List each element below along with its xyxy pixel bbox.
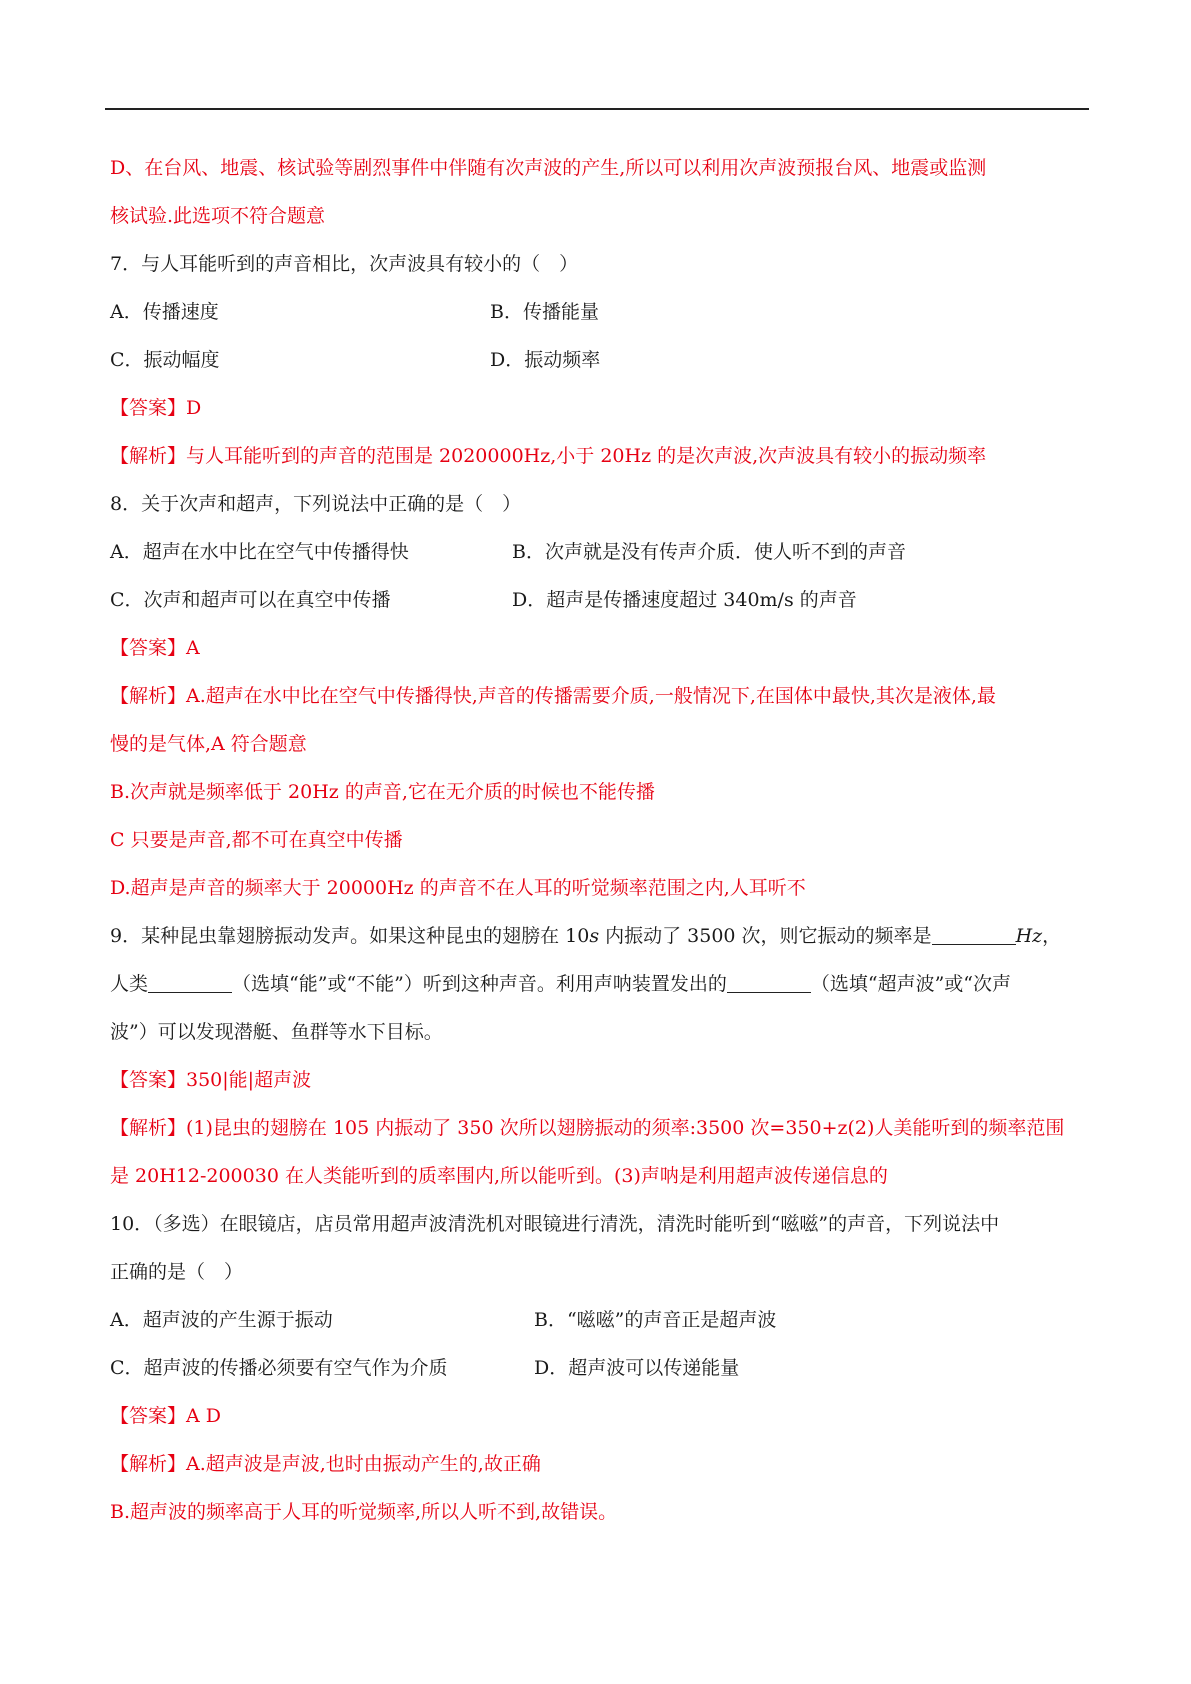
q8-option-a: A．超声在水中比在空气中传播得快 (110, 541, 409, 563)
header-rule (105, 108, 1089, 110)
q8-analysis-line3: B.次声就是频率低于 20Hz 的声音,它在无介质的时候也不能传播 (110, 781, 655, 803)
q10-option-c: C．超声波的传播必须要有空气作为介质 (110, 1357, 448, 1379)
q9-stem-part-a: 9．某种昆虫靠翅膀振动发声。如果这种昆虫的翅膀在 10 (110, 925, 590, 947)
q10-option-a: A．超声波的产生源于振动 (110, 1309, 333, 1331)
q8-option-d: D．超声是传播速度超过 340m/s 的声音 (512, 589, 857, 611)
q9-blank-frequency (932, 924, 1016, 945)
q8-analysis-line2: 慢的是气体,A 符合题意 (110, 733, 307, 755)
q9-unit-hz: Hz (1015, 925, 1043, 947)
q9-stem-part-b: 内振动了 3500 次，则它振动的频率是 (599, 925, 932, 947)
q10-stem-line2: 正确的是（ ） (110, 1261, 244, 1283)
q10-analysis-line1: 【解析】A.超声波是声波,也时由振动产生的,故正确 (110, 1453, 541, 1475)
q9-answer: 【答案】350|能|超声波 (110, 1069, 312, 1091)
q9-unit-seconds: s (589, 925, 600, 947)
q7-option-b: B．传播能量 (490, 301, 599, 323)
q8-analysis-line5: D.超声是声音的频率大于 20000Hz 的声音不在人耳的听觉频率范围之内,人耳听不 (110, 877, 806, 899)
q8-stem: 8．关于次声和超声，下列说法中正确的是（ ） (110, 493, 522, 515)
q6-option-d-line2: 核试验.此选项不符合题意 (110, 205, 326, 227)
q9-stem-line3: 波”）可以发现潜艇、鱼群等水下目标。 (110, 1021, 443, 1043)
q8-option-b: B．次声就是没有传声介质．使人听不到的声音 (512, 541, 906, 563)
q9-analysis-line2: 是 20H12-200030 在人类能听到的质率围内,所以能听到。(3)声呐是利用超声波传递信息的 (110, 1165, 888, 1187)
q10-stem-line1: 10．（多选）在眼镜店，店员常用超声波清洗机对眼镜进行清洗，清洗时能听到“嗞嗞”的声音，下列说法中 (110, 1213, 1000, 1235)
q10-answer: 【答案】A D (110, 1405, 221, 1427)
q10-analysis-line2: B.超声波的频率高于人耳的听觉频率,所以人听不到,故错误。 (110, 1501, 618, 1523)
q9-line2-part-b: （选填“能”或“不能”）听到这种声音。利用声呐装置发出的 (232, 973, 727, 995)
q7-option-d: D．振动频率 (490, 349, 601, 371)
q9-line2-part-c: （选填“超声波”或“次声 (810, 973, 1012, 995)
q8-option-c: C．次声和超声可以在真空中传播 (110, 589, 391, 611)
q7-stem: 7．与人耳能听到的声音相比，次声波具有较小的（ ） (110, 253, 579, 275)
q9-blank-wave-type (727, 972, 811, 993)
q9-blank-audible (148, 972, 232, 993)
q8-analysis-line1: 【解析】A.超声在水中比在空气中传播得快,声音的传播需要介质,一般情况下,在国体中最快,其次是液体,最 (110, 685, 996, 707)
q9-stem-line1 (110, 923, 1061, 949)
q7-option-a: A．传播速度 (110, 301, 219, 323)
q9-line2-part-a: 人类 (110, 973, 149, 995)
q7-option-c: C．振动幅度 (110, 349, 220, 371)
q6-option-d-line1: D、在台风、地震、核试验等剧烈事件中伴随有次声波的产生,所以可以利用次声波预报台风、地震或监测 (110, 157, 987, 179)
q8-answer: 【答案】A (110, 637, 200, 659)
q7-answer: 【答案】D (110, 397, 202, 419)
q9-analysis-line1: 【解析】(1)昆虫的翅膀在 105 内振动了 350 次所以翅膀振动的须率:3500 次=350+z(2)人美能听到的频率范围 (110, 1117, 1065, 1139)
q8-analysis-line4: C 只要是声音,都不可在真空中传播 (110, 829, 403, 851)
q9-stem-line2 (110, 971, 1011, 997)
q9-stem-part-c: ， (1042, 925, 1062, 947)
q7-analysis: 【解析】与人耳能听到的声音的范围是 2020000Hz,小于 20Hz 的是次声波,次声波具有较小的振动频率 (110, 445, 987, 467)
q10-option-b: B．“嗞嗞”的声音正是超声波 (534, 1309, 777, 1331)
q10-option-d: D．超声波可以传递能量 (534, 1357, 740, 1379)
